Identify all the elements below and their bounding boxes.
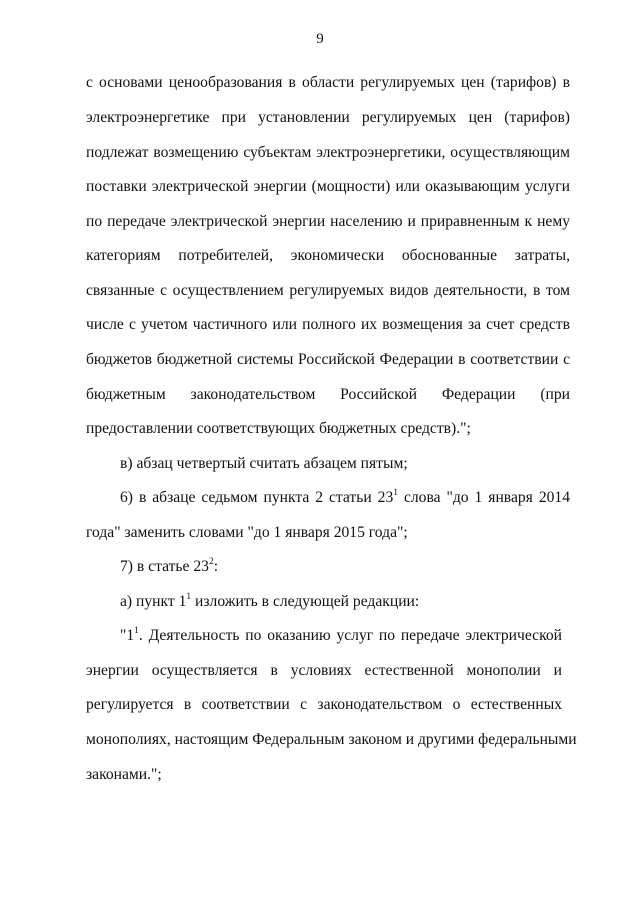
quote-line: энергии осуществляется в условиях естественной монополии и (86, 662, 562, 679)
text-line: числе с учетом частичного или полного их возмещения за счет средств (86, 316, 570, 333)
paragraph-item-7: 7) в статье $23^2$: (120, 556, 219, 575)
paragraph-v: в) абзац четвертый считать абзацем пятым; (120, 455, 408, 472)
paragraph-item-6-cont: года" заменить словами "до 1 января 2015 года"; (86, 524, 408, 541)
text-line: с основами ценообразования в области регулируемых цен (тарифов) в (86, 74, 570, 91)
text-line: бюджетов бюджетной системы Российской Федерации в соответствии с (86, 351, 570, 368)
paragraph-item-a: а) пункт $1^1$ изложить в следующей редакции: (120, 591, 420, 610)
text-line: подлежат возмещению субъектам электроэнергетики, осуществляющим (86, 144, 570, 161)
text-line: связанные с осуществлением регулируемых видов деятельности, в том (86, 282, 570, 299)
quote-line: регулируется в соответствии с законодательством о естественных (86, 696, 562, 713)
text-line: бюджетным законодательством Российской Федерации (при (86, 386, 570, 403)
page-number: 9 (316, 31, 324, 47)
text-line: категориям потребителей, экономически обоснованные затраты, (86, 247, 570, 264)
paragraph-item-6: 6) в абзаце седьмом пункта 2 статьи $23^1$ слова "до 1 января 2014 (120, 487, 571, 506)
text-line: предоставлении соответствующих бюджетных средств)."; (86, 420, 471, 437)
quote-line: монополиях, настоящим Федеральным законом и другими федеральными (86, 731, 577, 748)
quote-line: законами."; (86, 766, 162, 783)
text-line: электроэнергетике при установлении регулируемых цен (тарифов) (86, 109, 570, 126)
text-line: по передаче электрической энергии населению и приравненным к нему (86, 213, 570, 230)
text-line: поставки электрической энергии (мощности) или оказывающим услуги (86, 178, 570, 195)
quote-first-line: "$1^1$. Деятельность по оказанию услуг по передаче электрической (120, 625, 562, 644)
